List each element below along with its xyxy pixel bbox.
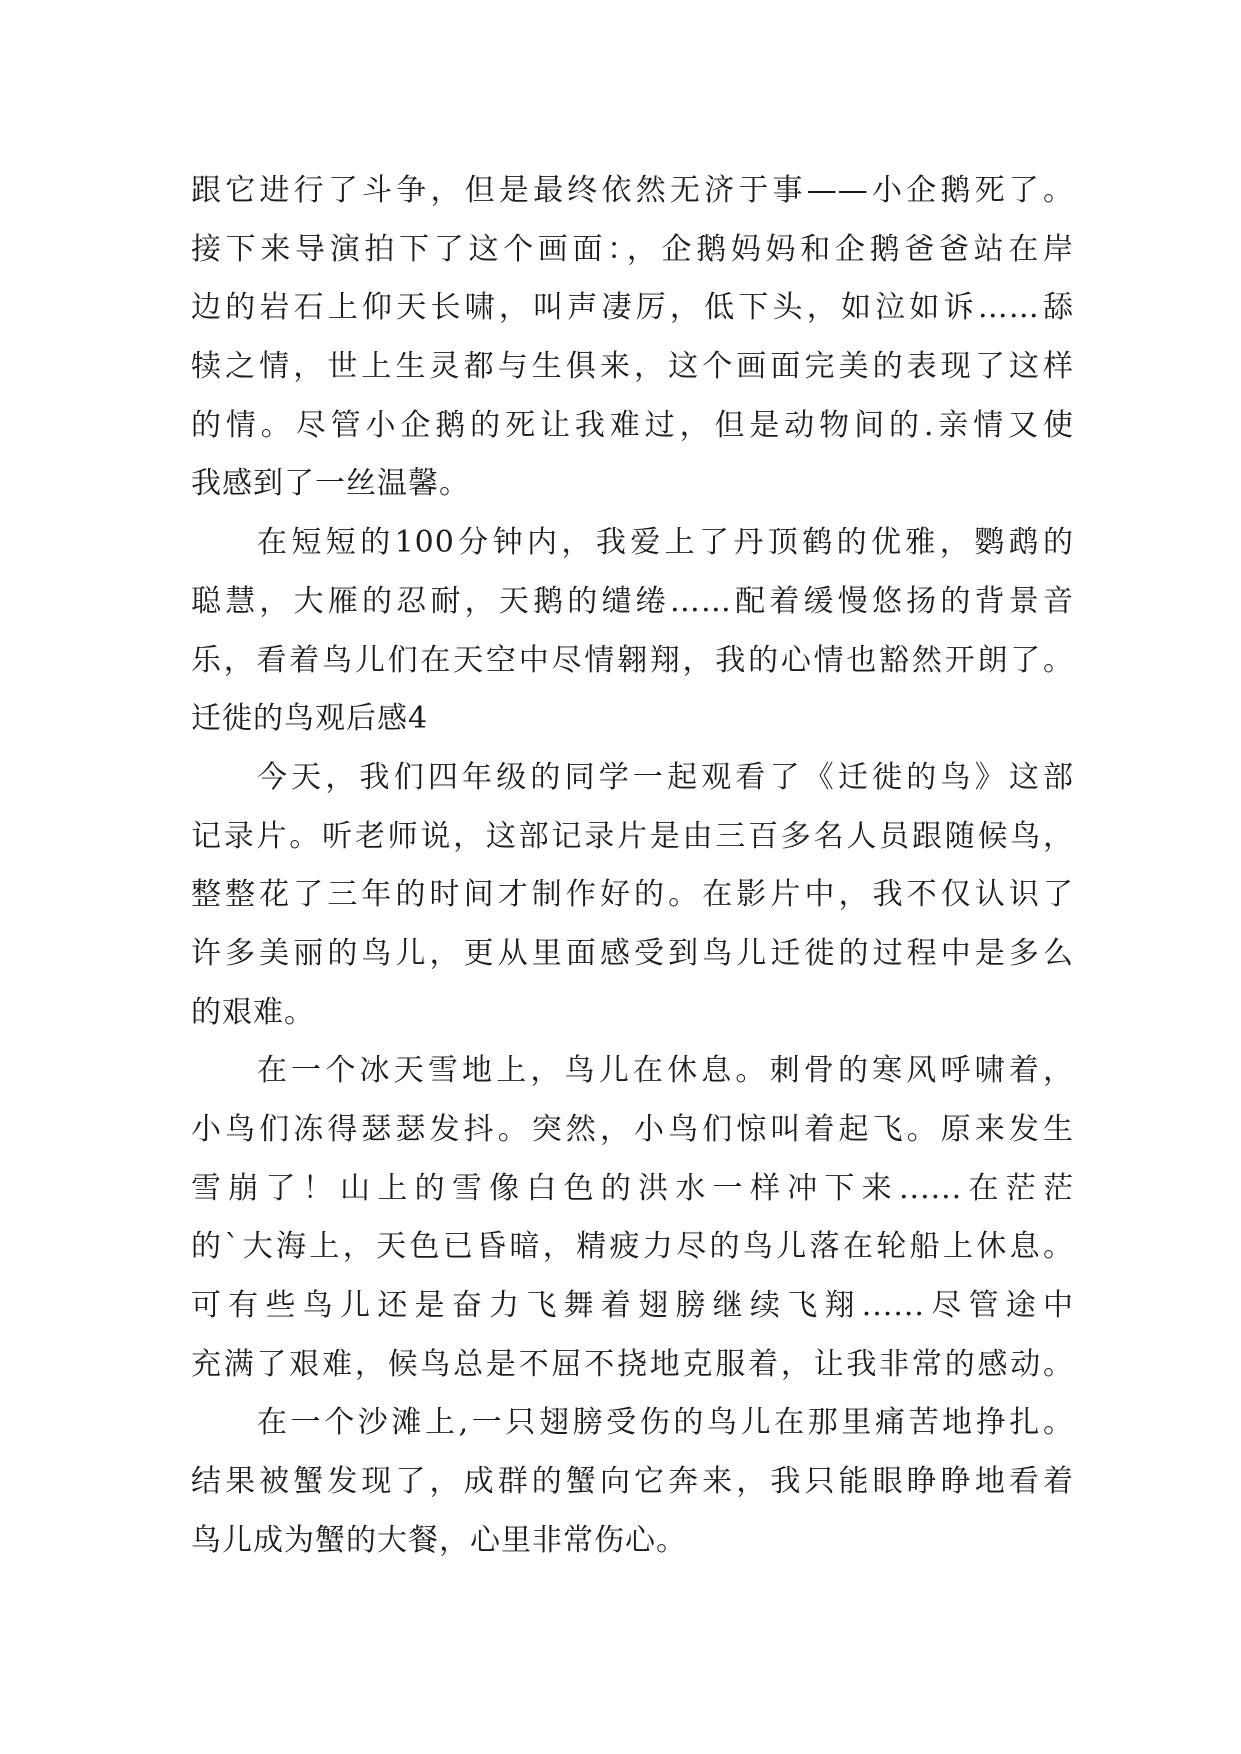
paragraph-beach bbox=[191, 1394, 1074, 1570]
text-line: 记录片。听老师说，这部记录片是由三百多名人员跟随候鸟， bbox=[191, 818, 1074, 854]
text-line: 边的岩石上仰天长啸，叫声凄厉，低下头，如泣如诉……舔 bbox=[191, 290, 1074, 326]
text-line: 小鸟们冻得瑟瑟发抖。突然，小鸟们惊叫着起飞。原来发生 bbox=[191, 1112, 1074, 1147]
text-line: 雪崩了！山上的雪像白色的洪水一样冲下来......在茫茫 bbox=[191, 1170, 1074, 1206]
text-line: 在短短的100分钟内，我爱上了丹顶鹤的优雅，鹦鹉的 bbox=[257, 525, 1074, 561]
text-line: 的艰难。 bbox=[191, 994, 315, 1030]
text-line: 接下来导演拍下了这个画面：，企鹅妈妈和企鹅爸爸站在岸 bbox=[191, 231, 1074, 267]
text-line: 跟它进行了斗争，但是最终依然无济于事——小企鹅死了。 bbox=[191, 173, 1074, 208]
text-line: 的`大海上，天色已昏暗，精疲力尽的鸟儿落在轮船上休息。 bbox=[191, 1229, 1074, 1265]
paragraph-birds-film bbox=[191, 514, 1074, 690]
text-line: 聪慧，大雁的忍耐，天鹅的缱绻……配着缓慢悠扬的背景音 bbox=[191, 583, 1074, 619]
text-line: 在一个冰天雪地上，鸟儿在休息。刺骨的寒风呼啸着， bbox=[257, 1053, 1074, 1089]
text-line: 结果被蟹发现了，成群的蟹向它奔来，我只能眼睁睁地看着 bbox=[191, 1464, 1074, 1500]
text-line: 的情。尽管小企鹅的死让我难过，但是动物间的.亲情又使 bbox=[191, 407, 1074, 443]
text-line: 今天，我们四年级的同学一起观看了《迁徙的鸟》这部 bbox=[257, 759, 1074, 795]
section-heading: 迁徙的鸟观后感4 bbox=[191, 701, 429, 737]
text-line: 充满了艰难，候鸟总是不屈不挠地克服着，让我非常的感动。 bbox=[191, 1346, 1074, 1382]
text-line: 整整花了三年的时间才制作好的。在影片中，我不仅认识了 bbox=[191, 877, 1074, 913]
paragraph-today bbox=[191, 749, 1074, 1042]
text-line: 许多美丽的鸟儿，更从里面感受到鸟儿迁徙的过程中是多么 bbox=[191, 935, 1074, 971]
text-line: 鸟儿成为蟹的大餐，心里非常伤心。 bbox=[191, 1522, 687, 1558]
document-body bbox=[191, 162, 1074, 1571]
text-line: 我感到了一丝温馨。 bbox=[191, 466, 470, 502]
text-line: 乐，看着鸟儿们在天空中尽情翱翔，我的心情也豁然开朗了。 bbox=[191, 642, 1074, 678]
text-line: 在一个沙滩上,一只翅膀受伤的鸟儿在那里痛苦地挣扎。 bbox=[257, 1405, 1074, 1441]
text-line: 可有些鸟儿还是奋力飞舞着翅膀继续飞翔......尽管途中 bbox=[191, 1288, 1074, 1324]
text-line: 犊之情，世上生灵都与生俱来，这个画面完美的表现了这样 bbox=[191, 349, 1074, 385]
paragraph-snow bbox=[191, 1042, 1074, 1394]
paragraph-continued bbox=[191, 162, 1074, 514]
